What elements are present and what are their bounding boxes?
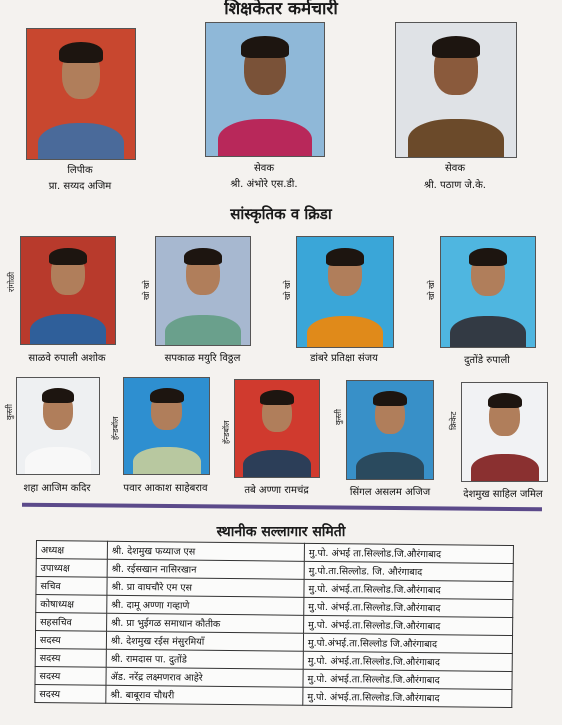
- member-post: कोषाध्यक्ष: [36, 595, 107, 614]
- student-name: डांबरे प्रतिक्षा संजय: [310, 353, 378, 364]
- member-name: श्री. बाबूराव चौधरी: [106, 685, 303, 705]
- member-name: श्री. रईसखान नासिरखान: [107, 559, 304, 579]
- student-photo: [346, 380, 434, 480]
- student-photo: [123, 377, 210, 475]
- section-divider: [22, 503, 542, 512]
- student-name: शहा आजिम कदिर: [23, 483, 91, 494]
- member-post: सदस्य: [35, 666, 106, 685]
- sport-label: रांगोळी: [7, 271, 16, 292]
- student-photo: [440, 236, 536, 348]
- student-name: सपकाळ मयुरि विठ्ठल: [164, 353, 241, 364]
- member-name: श्री. प्रा भुईगळ समाधान कौतीक: [107, 613, 304, 633]
- sport-label: कुस्ती: [334, 409, 343, 425]
- staff-photo: [395, 22, 517, 158]
- staff-name: श्री. अंभोरे एस.डी.: [230, 179, 298, 190]
- sport-label: हॅन्डबॉल: [222, 420, 231, 444]
- member-address: मु.पो. अंभई ता.सिल्लोड.जि.औरंगाबाद: [304, 543, 513, 563]
- member-address: मु.पो. अंभई.ता.सिल्लोड.जि.औरंगाबाद: [304, 597, 513, 617]
- sport-label: खो खो: [427, 280, 436, 300]
- member-address: मु.पो. अंभई.ता.सिल्लोड.जि.औरंगाबाद: [304, 579, 513, 599]
- member-name: श्री. रामदास पा. दुतोंडे: [106, 649, 303, 669]
- staff-role: लिपीक: [67, 165, 93, 176]
- member-name: श्री. प्रा वाघचौरे एम एस: [107, 577, 304, 597]
- staff-role: सेवक: [254, 163, 274, 174]
- student-photo: [461, 382, 548, 482]
- member-post: अध्यक्ष: [36, 541, 107, 560]
- member-address: मु.पो.अंभई.ता.सिल्लोड जि.औरंगाबाद: [303, 633, 512, 653]
- member-post: सहसचिव: [36, 613, 107, 632]
- student-name: देशमुख साहिल जमिल: [463, 489, 543, 500]
- sport-label: क्रिकेट: [449, 411, 458, 430]
- member-address: मु.पो. अंभई.ता.सिल्लोड.जि.औरंगाबाद: [303, 669, 512, 689]
- section-title-cultural-sports: सांस्कृतिक व क्रिडा: [230, 205, 332, 223]
- section-title-local-advisory-committee: स्थानीक सल्लागार समिती: [216, 524, 346, 540]
- member-name: ॲड. नरेंद्र लक्ष्मणराव आहेरे: [106, 667, 303, 687]
- member-name: श्री. दामू अण्णा गव्हाणे: [107, 595, 304, 615]
- member-post: सदस्य: [35, 684, 106, 703]
- student-name: पवार आकाश साहेबराव: [123, 483, 208, 494]
- student-name: दुतोंडे रुपाली: [464, 355, 510, 366]
- member-name: श्री. देशमुख फय्याज एस: [107, 541, 304, 561]
- member-post: सदस्य: [35, 631, 106, 650]
- member-address: मु.पो. अंभई.ता.सिल्लोड.जि.औरंगाबाद: [304, 615, 513, 635]
- member-address: मु.पो. अंभई.ता.सिल्लोड.जि.औरंगाबाद: [303, 687, 512, 707]
- committee-row: [35, 684, 512, 707]
- student-photo: [296, 236, 394, 348]
- sport-label: खो खो: [283, 280, 292, 300]
- section-title-non-teaching-staff: शिक्षकेतर कर्मचारी: [224, 0, 338, 19]
- student-name: तबे अण्णा रामचंद्र: [244, 485, 309, 496]
- student-photo: [234, 379, 320, 478]
- staff-name: श्री. पठाण जे.के.: [424, 180, 486, 191]
- staff-role: सेवक: [445, 163, 465, 174]
- sport-label: खो खो: [142, 280, 151, 300]
- member-address: मु.पो. अंभई.ता.सिल्लोड.जि.औरंगाबाद: [303, 651, 512, 671]
- student-name: साळवे रुपाली अशोक: [28, 353, 106, 364]
- member-post: उपाध्यक्ष: [36, 559, 107, 578]
- member-post: सचिव: [36, 577, 107, 596]
- committee-table: [34, 540, 514, 708]
- staff-photo: [26, 28, 136, 160]
- staff-photo: [205, 22, 325, 157]
- sport-label: हॅन्डबॉल: [111, 416, 120, 440]
- member-address: मु.पो.ता.सिल्लोड. जि. औरंगाबाद: [304, 561, 513, 581]
- student-photo: [16, 377, 100, 475]
- student-photo: [155, 236, 251, 346]
- staff-name: प्रा. सय्यद अजिम: [48, 181, 112, 192]
- sport-label: कुस्ती: [5, 404, 14, 420]
- member-name: श्री. देशमुख रईस मंसुरमियाँ: [106, 631, 303, 651]
- student-name: सिंगल असलम अजिज: [349, 487, 431, 498]
- member-post: सदस्य: [35, 648, 106, 667]
- student-photo: [20, 236, 116, 345]
